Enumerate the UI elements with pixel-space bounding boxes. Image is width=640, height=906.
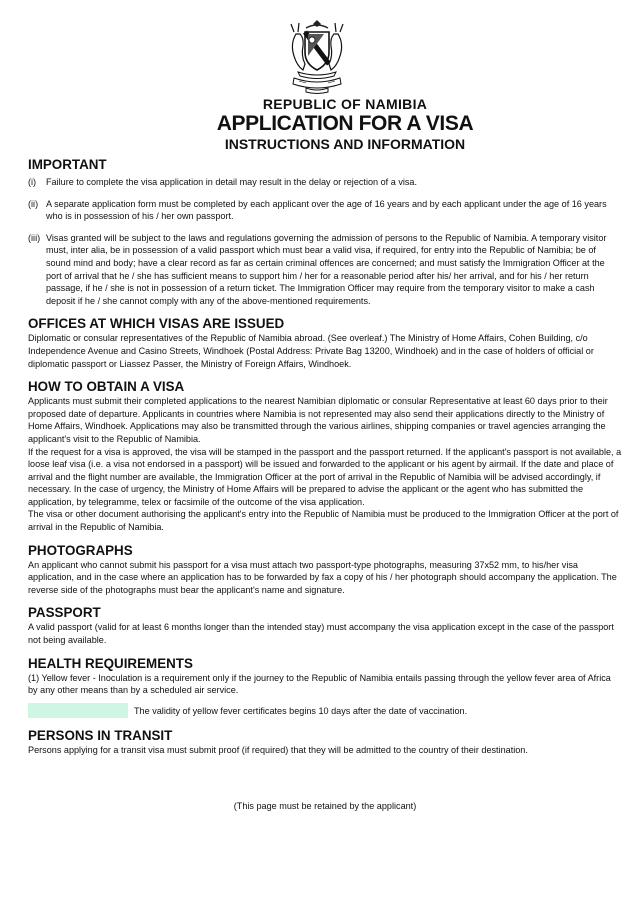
health-section bbox=[28, 656, 622, 719]
item-text: A separate application form must be completed by each applicant over the age of 16 years and by each applicant under the age of 16 years who is in possession of his / her own passport. bbox=[46, 198, 607, 222]
document-title: APPLICATION FOR A VISA bbox=[216, 112, 474, 135]
list-item bbox=[28, 198, 622, 223]
yellow-fever-note bbox=[28, 703, 622, 719]
offices-section bbox=[28, 316, 622, 370]
section-paragraph: The visa or other document authorising the applicant's entry into the Republic of Namibia must be produced to the Immigration Officer at the port of arrival in the Republic of Namibia. bbox=[28, 509, 619, 533]
highlight-box bbox=[28, 703, 128, 718]
section-text: (1) Yellow fever - Inoculation is a requirement only if the journey to the Republic of Namibia entails passing through the yellow fever area of Africa by any other means than by a scheduled air service. bbox=[28, 672, 611, 696]
retention-note: (This page must be retained by the applicant) bbox=[233, 801, 417, 811]
section-heading: OFFICES AT WHICH VISAS ARE ISSUED bbox=[28, 316, 285, 332]
coat-of-arms-icon bbox=[284, 14, 350, 94]
section-text: An applicant who cannot submit his passport for a visa must attach two passport-type photographs, measuring 37x52 mm, to his/her visa application, and in the case where an application has to be forwarded by fax a copy of his / her photograph should accompany the application. The reverse side of the photographs must bear the applicant's name and signature. bbox=[28, 559, 617, 595]
document-subtitle: INSTRUCTIONS AND INFORMATION bbox=[224, 136, 466, 152]
section-heading: HOW TO OBTAIN A VISA bbox=[28, 379, 185, 395]
transit-section bbox=[28, 728, 622, 757]
photographs-section bbox=[28, 543, 622, 597]
note-text: The validity of yellow fever certificates begins 10 days after the date of vaccination. bbox=[134, 705, 468, 716]
section-text: Diplomatic or consular representatives of the Republic of Namibia abroad. (See overleaf.) The Ministry of Home Affairs, Cohen Building, c/o Independence Avenue and Casino Streets, Windhoek (Postal Address: Private Bag 13200, Windhoek) and in the case of holders of official or diplomatic passport or Liassez Passer, the Ministry of Foreign Affairs, Windhoek. bbox=[28, 333, 594, 369]
section-text: Persons applying for a transit visa must submit proof (if required) that they will be admitted to the country of their destination. bbox=[28, 744, 528, 755]
item-text: Visas granted will be subject to the laws and regulations governing the admission of persons to the Republic of Namibia. A temporary visitor must, inter alia, be in possession of a valid passport which must bear a valid visa, if required, for entry into the Republic of Namibia; be of sound mind and body; have a clear record as far as certain criminal offences are concerned; and must satisfy the Immigration Officer at the port of arrival that he / she has sufficient means to support him / her for a reasonable period after his/ her arrival, and for his / her return passage, if he / she is not in possession of a return ticket. The Immigration Officer may require from the temporary visitor to make a cash deposit if he / she cannot comply with any of the above-mentioned requirements. bbox=[46, 232, 607, 306]
important-section bbox=[28, 157, 622, 307]
section-heading: PERSONS IN TRANSIT bbox=[28, 727, 173, 743]
item-number: (i) bbox=[28, 177, 37, 187]
passport-section bbox=[28, 605, 622, 646]
country-name: REPUBLIC OF NAMIBIA bbox=[262, 96, 428, 112]
list-item bbox=[28, 232, 622, 308]
section-paragraph: If the request for a visa is approved, the visa will be stamped in the passport and the passport returned. If the applicant's passport is not available, a loose leaf visa (i.e. a visa not endorsed in a passport) will be issued and forwarded to the applicant or his agent by airmail. If the date and place of arrival and the flight number are available, the Immigration Officer at the port of arrival in the Republic of Namibia will be advised accordingly, if necessary. In the case of urgency, the Ministry of Home Affairs will be prepared to advise the applicant or the agent who has submitted the application, by telegramme, telex or facsimile of the outcome of the visa application. bbox=[28, 446, 622, 507]
section-heading: HEALTH REQUIREMENTS bbox=[28, 655, 193, 671]
section-heading: IMPORTANT bbox=[28, 157, 107, 172]
section-text: A valid passport (valid for at least 6 months longer than the intended stay) must accompany the visa application except in the case of the passport not being available. bbox=[28, 622, 614, 646]
section-heading: PHOTOGRAPHS bbox=[28, 542, 133, 558]
how-to-obtain-section bbox=[28, 379, 622, 534]
item-number: (ii) bbox=[28, 198, 39, 209]
list-item bbox=[28, 176, 622, 189]
section-heading: PASSPORT bbox=[28, 605, 101, 621]
item-number: (iii) bbox=[28, 232, 41, 243]
instructions-body bbox=[28, 157, 622, 765]
section-paragraph: Applicants must submit their completed applications to the nearest Namibian diplomatic or consular Representative at least 60 days prior to their proposed date of departure. Applicants in countries where Namibia is not represented may also send their applications directly to the Ministry of Home Affairs, Windhoek. Applications may also be transmitted through the various airlines, shipping companies or travel agencies arranging the applicant's visit to the Republic of Namibia. bbox=[28, 396, 608, 444]
item-text: Failure to complete the visa application in detail may result in the delay or rejection of a visa. bbox=[46, 177, 418, 187]
